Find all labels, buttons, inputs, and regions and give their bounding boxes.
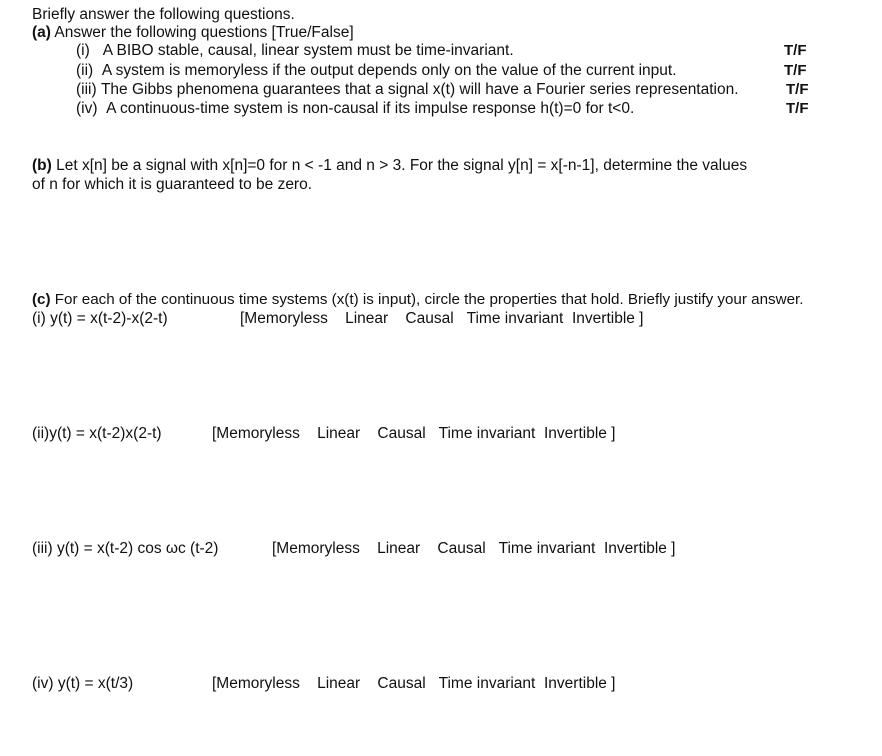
true-false-answer: T/F <box>786 100 809 117</box>
part-a-title: Answer the following questions [True/False] <box>50 24 354 41</box>
property-invertible[interactable]: Invertible ] <box>603 540 676 557</box>
part-b-line-2: of n for which it is guaranteed to be zero. <box>32 176 313 193</box>
part-b-label: (b) <box>32 157 52 174</box>
property-time-invariant[interactable]: Time invariant <box>466 310 564 327</box>
item-text: A system is memoryless if the output depends only on the value of the current input. <box>101 62 677 79</box>
part-c-heading <box>32 291 804 309</box>
part-a-item-1 <box>76 42 514 60</box>
item-number: (iii) <box>76 81 97 98</box>
item-text: A continuous-time system is non-causal if its impulse response h(t)=0 for t<0. <box>106 100 635 117</box>
part-c-title: For each of the continuous time systems (x(t) is input), circle the properties that hold. Briefly justify your answer. <box>50 291 804 308</box>
property-causal[interactable]: Causal <box>377 425 426 442</box>
part-b-line-1 <box>32 157 747 175</box>
property-time-invariant[interactable]: Time invariant <box>438 675 536 692</box>
true-false-answer: T/F <box>784 42 807 59</box>
intro-text: Briefly answer the following questions. <box>32 6 295 23</box>
item-text: A BIBO stable, causal, linear system must be time-invariant. <box>102 42 514 59</box>
property-memoryless[interactable]: [Memoryless <box>272 540 360 557</box>
system-equation-1: (i) y(t) = x(t-2)-x(2-t) <box>32 310 168 327</box>
system-equation-2: (ii)y(t) = x(t-2)x(2-t) <box>32 425 162 442</box>
property-memoryless[interactable]: [Memoryless <box>212 425 300 442</box>
property-linear[interactable]: Linear <box>317 675 361 692</box>
system-equation-4: (iv) y(t) = x(t/3) <box>32 675 134 692</box>
property-linear[interactable]: Linear <box>377 540 421 557</box>
property-linear[interactable]: Linear <box>345 310 389 327</box>
properties-list-3 <box>272 540 676 558</box>
true-false-answer: T/F <box>784 62 807 79</box>
property-invertible[interactable]: Invertible ] <box>543 425 616 442</box>
property-memoryless[interactable]: [Memoryless <box>212 675 300 692</box>
properties-list-2 <box>212 425 616 443</box>
property-invertible[interactable]: Invertible ] <box>571 310 644 327</box>
part-a-label: (a) <box>32 24 51 41</box>
true-false-answer: T/F <box>786 81 809 98</box>
property-time-invariant[interactable]: Time invariant <box>498 540 596 557</box>
property-invertible[interactable]: Invertible ] <box>543 675 616 692</box>
property-causal[interactable]: Causal <box>437 540 486 557</box>
properties-list-1 <box>240 310 644 328</box>
property-causal[interactable]: Causal <box>405 310 454 327</box>
property-time-invariant[interactable]: Time invariant <box>438 425 536 442</box>
part-a-item-3 <box>76 81 739 99</box>
item-text: The Gibbs phenomena guarantees that a signal x(t) will have a Fourier series representation. <box>100 81 739 98</box>
property-memoryless[interactable]: [Memoryless <box>240 310 328 327</box>
part-c-label: (c) <box>32 291 51 308</box>
property-causal[interactable]: Causal <box>377 675 426 692</box>
part-b-text: Let x[n] be a signal with x[n]=0 for n < -1 and n > 3. For the signal y[n] = x[-n-1], determine the values <box>56 157 748 174</box>
system-equation-3: (iii) y(t) = x(t-2) cos ωc (t-2) <box>32 540 219 557</box>
item-number: (i) <box>76 42 90 59</box>
item-number: (ii) <box>76 62 94 79</box>
property-linear[interactable]: Linear <box>317 425 361 442</box>
properties-list-4 <box>212 675 616 693</box>
part-a-item-2 <box>76 62 677 80</box>
item-number: (iv) <box>76 100 98 117</box>
part-a-item-4 <box>76 100 634 118</box>
part-a-heading <box>32 24 354 42</box>
